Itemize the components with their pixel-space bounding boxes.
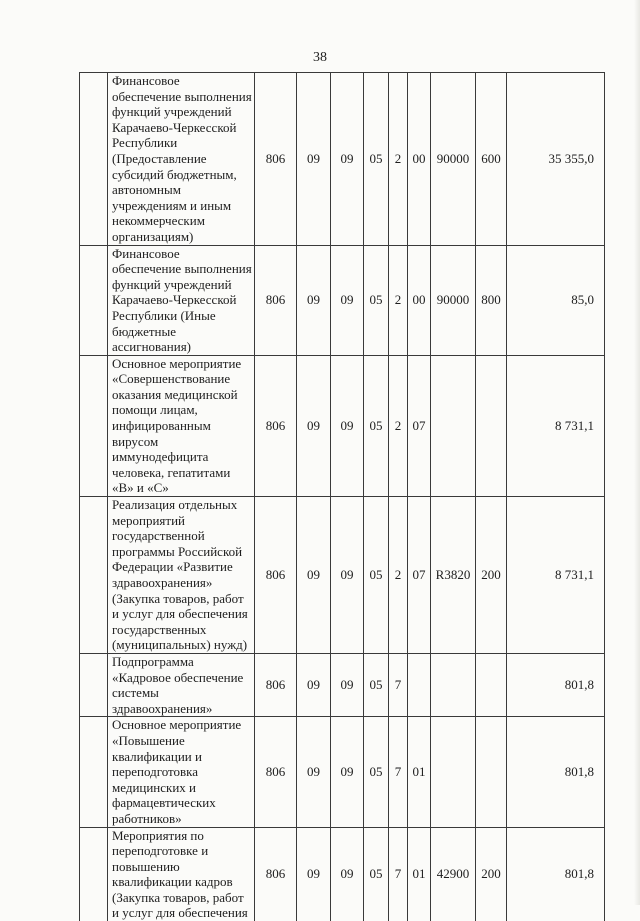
amount: 801,8 — [507, 653, 605, 716]
table-row — [80, 245, 605, 355]
direction-code: R3820 — [431, 497, 476, 654]
table-row — [80, 717, 605, 827]
subsection-code: 09 — [331, 245, 364, 355]
ministry-code: 806 — [255, 73, 297, 246]
subsection-code: 09 — [331, 355, 364, 496]
expense-type-code: 800 — [476, 245, 507, 355]
ministry-code: 806 — [255, 827, 297, 921]
expense-type-code — [476, 653, 507, 716]
direction-code: 90000 — [431, 73, 476, 246]
ministry-code: 806 — [255, 717, 297, 827]
amount: 8 731,1 — [507, 497, 605, 654]
subprogram-code: 7 — [389, 653, 408, 716]
blank-cell — [80, 497, 108, 654]
program-code: 05 — [364, 73, 389, 246]
direction-code — [431, 355, 476, 496]
measure-code: 01 — [408, 717, 431, 827]
table-row — [80, 73, 605, 246]
expense-type-code — [476, 355, 507, 496]
expense-type-code: 200 — [476, 497, 507, 654]
ministry-code: 806 — [255, 355, 297, 496]
blank-cell — [80, 653, 108, 716]
item-name: Реализация отдельных мероприятий государственной программы Российской Федерации «Развитие здравоохранения» (Закупка товаров, работ и услуг для обеспечения государственных (муниципальных) нужд) — [108, 497, 255, 654]
blank-cell — [80, 245, 108, 355]
expense-type-code: 600 — [476, 73, 507, 246]
subsection-code: 09 — [331, 653, 364, 716]
direction-code: 42900 — [431, 827, 476, 921]
section-code: 09 — [297, 497, 331, 654]
table-row — [80, 827, 605, 921]
blank-cell — [80, 827, 108, 921]
blank-cell — [80, 73, 108, 246]
item-name: Финансовое обеспечение выполнения функций учреждений Карачаево-Черкесской Республики (Иные бюджетные ассигнования) — [108, 245, 255, 355]
budget-table — [79, 72, 605, 921]
blank-cell — [80, 717, 108, 827]
section-code: 09 — [297, 355, 331, 496]
ministry-code: 806 — [255, 497, 297, 654]
program-code: 05 — [364, 653, 389, 716]
table-row — [80, 497, 605, 654]
amount: 801,8 — [507, 827, 605, 921]
subsection-code: 09 — [331, 73, 364, 246]
expense-type-code: 200 — [476, 827, 507, 921]
direction-code — [431, 717, 476, 827]
subprogram-code: 2 — [389, 245, 408, 355]
section-code: 09 — [297, 827, 331, 921]
subsection-code: 09 — [331, 827, 364, 921]
table-row — [80, 355, 605, 496]
table-row — [80, 653, 605, 716]
measure-code: 00 — [408, 245, 431, 355]
measure-code: 07 — [408, 497, 431, 654]
ministry-code: 806 — [255, 653, 297, 716]
subprogram-code: 2 — [389, 355, 408, 496]
section-code: 09 — [297, 717, 331, 827]
subprogram-code: 7 — [389, 717, 408, 827]
program-code: 05 — [364, 245, 389, 355]
item-name: Основное мероприятие «Повышение квалификации и переподготовка медицинских и фармацевтических работников» — [108, 717, 255, 827]
direction-code: 90000 — [431, 245, 476, 355]
subprogram-code: 2 — [389, 73, 408, 246]
measure-code: 01 — [408, 827, 431, 921]
scan-edge — [634, 0, 640, 905]
measure-code: 00 — [408, 73, 431, 246]
measure-code: 07 — [408, 355, 431, 496]
page-number: 38 — [313, 50, 327, 65]
subsection-code: 09 — [331, 497, 364, 654]
section-code: 09 — [297, 245, 331, 355]
subsection-code: 09 — [331, 717, 364, 827]
subprogram-code: 7 — [389, 827, 408, 921]
program-code: 05 — [364, 827, 389, 921]
item-name: Подпрограмма «Кадровое обеспечение системы здравоохранения» — [108, 653, 255, 716]
amount: 35 355,0 — [507, 73, 605, 246]
amount: 85,0 — [507, 245, 605, 355]
subprogram-code: 2 — [389, 497, 408, 654]
program-code: 05 — [364, 717, 389, 827]
ministry-code: 806 — [255, 245, 297, 355]
blank-cell — [80, 355, 108, 496]
program-code: 05 — [364, 497, 389, 654]
section-code: 09 — [297, 653, 331, 716]
item-name: Финансовое обеспечение выполнения функций учреждений Карачаево-Черкесской Республики (Предоставление субсидий бюджетным, автономным учреждениям и иным некоммерческим организациям) — [108, 73, 255, 246]
section-code: 09 — [297, 73, 331, 246]
direction-code — [431, 653, 476, 716]
program-code: 05 — [364, 355, 389, 496]
item-name: Основное мероприятие «Совершенствование оказания медицинской помощи лицам, инфицированным вирусом иммунодефицита человека, гепатитами «В» и «С» — [108, 355, 255, 496]
amount: 8 731,1 — [507, 355, 605, 496]
amount: 801,8 — [507, 717, 605, 827]
item-name: Мероприятия по переподготовке и повышению квалификации кадров (Закупка товаров, работ и услуг для обеспечения — [108, 827, 255, 921]
measure-code — [408, 653, 431, 716]
expense-type-code — [476, 717, 507, 827]
